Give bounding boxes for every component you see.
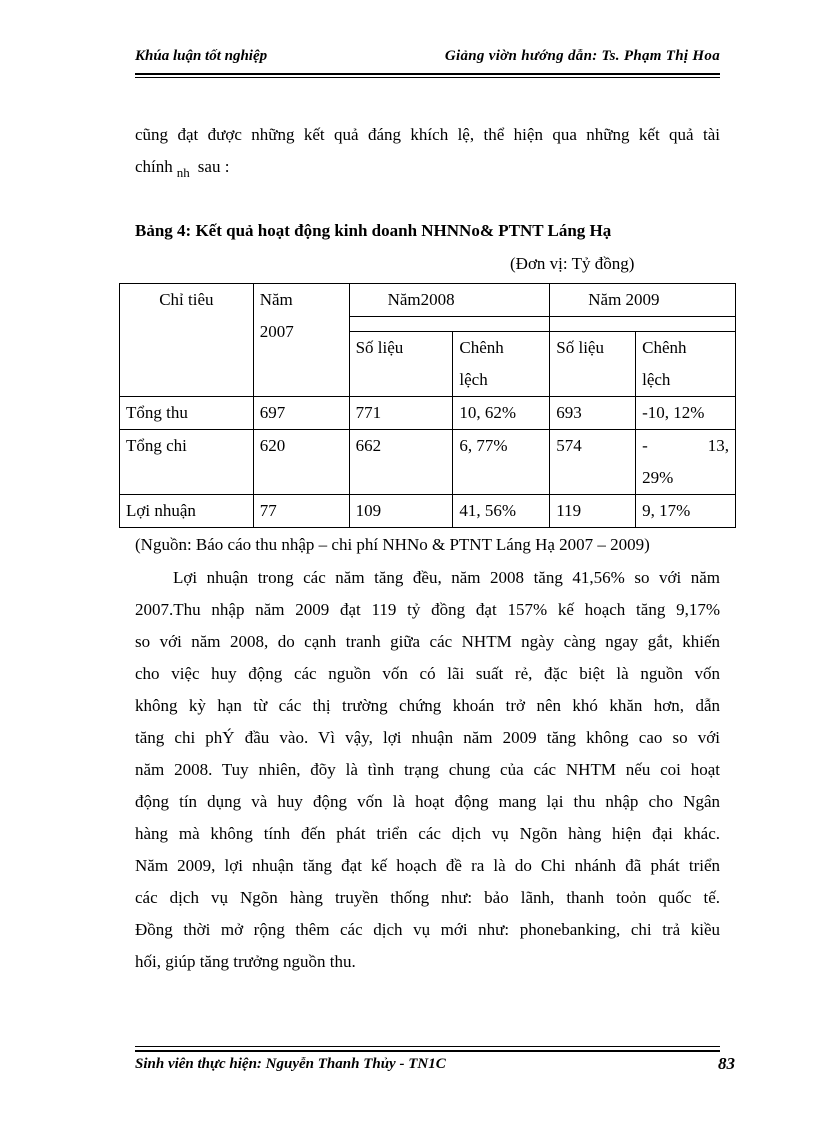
intro-line-2-a: chính xyxy=(135,157,173,176)
cell-diff-2008: 10, 62% xyxy=(453,397,550,430)
cell-2009: 693 xyxy=(550,397,636,430)
table-row-tong-chi xyxy=(120,430,736,495)
header-chi-tieu: Chỉ tiêu xyxy=(120,284,254,397)
body-line: cho việc huy động các nguồn vốn có lãi suất rẻ, đặc biệt là nguồn vốn xyxy=(135,664,720,683)
cell-2008: 662 xyxy=(349,430,453,495)
table-unit: (Đơn vị: Tỷ đồng) xyxy=(510,254,635,273)
intro-line-2-b: sau : xyxy=(197,157,230,176)
results-table xyxy=(119,283,736,528)
cell-diff-2009-line-1 xyxy=(642,430,729,462)
header-rule-thick xyxy=(135,73,720,75)
cell-diff-2008: 6, 77% xyxy=(453,430,550,495)
header-rule-thin xyxy=(135,77,720,78)
cell-2007: 697 xyxy=(253,397,349,430)
intro-line-2 xyxy=(135,151,720,184)
cell-2008: 109 xyxy=(349,495,453,528)
header-advisor-label: Giảng viờn hướng dẫn: Ts. Phạm Thị Hoa xyxy=(444,48,720,64)
cell-label: Lợi nhuận xyxy=(120,495,254,528)
header-2009: Năm 2009 xyxy=(550,284,736,317)
body-line: Năm 2009, lợi nhuận tăng đạt kế hoạch đề ra là do Chi nhánh đã phát triển xyxy=(135,856,720,875)
header-nam-2007-a: Năm xyxy=(259,290,293,309)
cell-diff-2009: -10, 12% xyxy=(636,397,736,430)
page-footer xyxy=(135,1056,735,1073)
body-line: 2007.Thu nhập năm 2009 đạt 119 tỷ đồng đạt 157% kế hoạch tăng 9,17% xyxy=(135,600,720,619)
cell-diff-2009-int: 13, xyxy=(707,436,729,455)
header-chenh-lech-2009-b: lệch xyxy=(642,370,671,389)
cell-diff-2008: 41, 56% xyxy=(453,495,550,528)
page-header xyxy=(135,46,720,70)
header-so-lieu-2009: Số liệu xyxy=(550,332,636,397)
header-nam-2007 xyxy=(253,284,349,397)
intro-paragraph xyxy=(135,119,720,184)
header-blank-2009 xyxy=(550,317,736,332)
intro-line-1: cũng đạt được những kết quả đáng khích lệ, thể hiện qua những kết quả tài xyxy=(135,125,720,144)
header-chenh-lech-2009-a: Chênh xyxy=(642,338,687,357)
cell-label: Tổng thu xyxy=(120,397,254,430)
footer-rule-thick xyxy=(135,1050,720,1052)
body-line: các dịch vụ Ngõn hàng truyền thống như: bảo lãnh, thanh toỏn quốc tế. xyxy=(135,888,720,907)
header-2008: Năm2008 xyxy=(349,284,550,317)
cell-diff-2009-frac: 29% xyxy=(642,468,674,487)
cell-2009: 574 xyxy=(550,430,636,495)
table-title: Bảng 4: Kết quả hoạt động kinh doanh NHNNo& PTNT Láng Hạ xyxy=(135,221,612,240)
cell-2008: 771 xyxy=(349,397,453,430)
cell-2007: 77 xyxy=(253,495,349,528)
body-line: năm 2008. Tuy nhiên, đõy là tình trạng chung của các NHTM nếu coi hoạt xyxy=(135,760,720,779)
body-line: Lợi nhuận trong các năm tăng đều, năm 2008 tăng 41,56% so với năm xyxy=(173,568,720,587)
cell-2009: 119 xyxy=(550,495,636,528)
body-line: so với năm 2008, do cạnh tranh giữa các NHTM ngày càng ngay gắt, khiến xyxy=(135,632,720,651)
footer-rule-thin xyxy=(135,1046,720,1047)
cell-diff-2009-sign: - xyxy=(642,436,648,455)
body-line: hàng mà không tính đến phát triển các dịch vụ Ngõn hàng hiện đại khác. xyxy=(135,824,720,843)
table-source: (Nguồn: Báo cáo thu nhập – chi phí NHNo & PTNT Láng Hạ 2007 – 2009) xyxy=(135,535,650,554)
body-line: không kỳ hạn từ các thị trường chứng khoán trở nên khó khăn hơn, dẫn xyxy=(135,696,720,715)
body-line: động tín dụng và huy động vốn là hoạt động mang lại thu nhập cho Ngân xyxy=(135,792,720,811)
cell-label: Tổng chi xyxy=(120,430,254,495)
body-line: tăng chi phÝ đầu vào. Vì vậy, lợi nhuận năm 2009 tăng không cao so với xyxy=(135,728,720,747)
header-blank-2008 xyxy=(349,317,550,332)
footer-student-label: Sinh viên thực hiện: Nguyễn Thanh Thủy - TN1C xyxy=(135,1056,446,1072)
header-chenh-lech-2008-b: lệch xyxy=(459,370,488,389)
analysis-paragraph xyxy=(135,562,720,978)
intro-line-2-nh: nh xyxy=(176,165,190,180)
header-chenh-lech-2008-a: Chênh xyxy=(459,338,504,357)
header-chenh-lech-2008 xyxy=(453,332,550,397)
cell-diff-2009: 9, 17% xyxy=(636,495,736,528)
cell-diff-2009 xyxy=(636,430,736,495)
header-nam-2007-b: 2007 xyxy=(259,322,294,341)
page-number: 83 xyxy=(718,1054,735,1073)
body-line: hối, giúp tăng trưởng nguồn thu. xyxy=(135,952,356,971)
table-row-loi-nhuan xyxy=(120,495,736,528)
cell-2007: 620 xyxy=(253,430,349,495)
table-header-row-1 xyxy=(120,284,736,317)
body-line: Đồng thời mở rộng thêm các dịch vụ mới như: phonebanking, chi trả kiều xyxy=(135,920,720,939)
header-thesis-label: Khúa luận tốt nghiệp xyxy=(135,48,268,64)
table-row-tong-thu xyxy=(120,397,736,430)
header-so-lieu-2008: Số liệu xyxy=(349,332,453,397)
header-chenh-lech-2009 xyxy=(636,332,736,397)
